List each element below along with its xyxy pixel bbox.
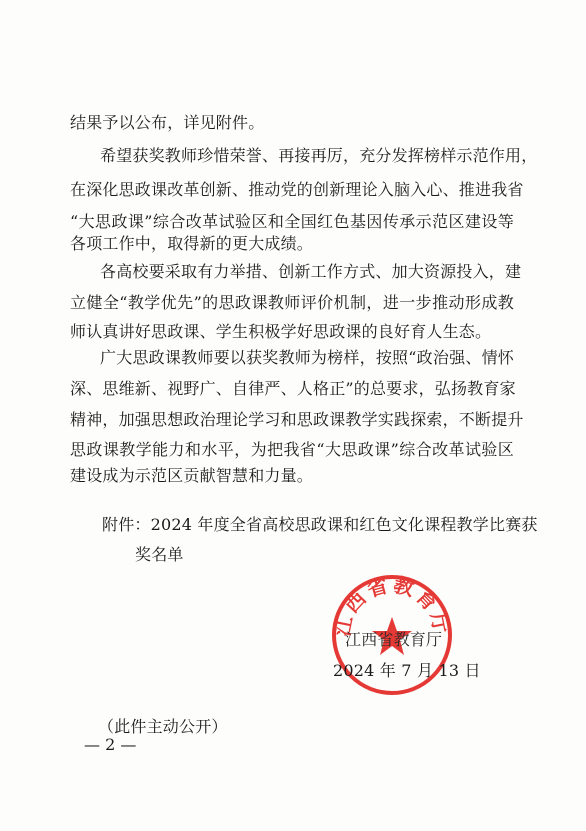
paragraph-4-line-3: 精神，加强思想政治理论学习和思政课教学实践探索，不断提升: [70, 410, 524, 429]
page-number: — 2 —: [84, 735, 137, 754]
disclosure-note: （此件主动公开）: [98, 717, 228, 736]
paragraph-3-line-2: 立健全“教学优先”的思政课教师评价机制，进一步推动形成教: [70, 293, 514, 312]
paragraph-2-line-4: 各项工作中，取得新的更大成绩。: [70, 234, 314, 253]
paragraph-1-line-1: 结果予以公布，详见附件。: [70, 113, 265, 132]
attachment-line-1: 附件：2024 年度全省高校思政课和红色文化课程教学比赛获: [102, 515, 538, 534]
paragraph-3-line-3: 师认真讲好思政课、学生积极学好思政课的良好育人生态。: [70, 322, 492, 341]
issue-date: 2024 年 7 月 13 日: [333, 661, 481, 680]
svg-text:江西省教育厅: 江西省教育厅: [330, 573, 454, 639]
paragraph-3-line-1: 各高校要采取有力举措、创新工作方式、加大资源投入，建: [100, 262, 522, 281]
issuer-name: 江西省教育厅: [345, 630, 443, 649]
paragraph-2-line-2: 在深化思政课改革创新、推动党的创新理论入脑入心、推进我省: [70, 180, 524, 199]
paragraph-4-line-4: 思政课教学能力和水平，为把我省“大思政课”综合改革试验区: [70, 440, 514, 459]
attachment-line-2: 奖名单: [135, 545, 184, 564]
paragraph-4-line-2: 深、思维新、视野广、自律严、人格正”的总要求，弘扬教育家: [70, 379, 516, 398]
paragraph-2-line-3: “大思政课”综合改革试验区和全国红色基因传承示范区建设等: [70, 212, 514, 231]
paragraph-4-line-1: 广大思政课教师要以获奖教师为榜样，按照“政治强、情怀: [100, 348, 514, 367]
paragraph-2-line-1: 希望获奖教师珍惜荣誉、再接再厉，充分发挥榜样示范作用，: [100, 146, 538, 165]
paragraph-4-line-5: 建设成为示范区贡献智慧和力量。: [70, 466, 314, 485]
